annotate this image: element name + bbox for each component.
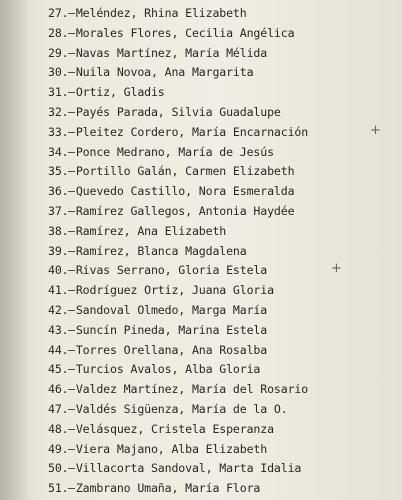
item-dash: — bbox=[68, 481, 75, 496]
item-name: Portillo Galán, Carmen Elizabeth bbox=[75, 164, 295, 179]
item-name: Ramírez, Blanca Magdalena bbox=[75, 243, 247, 258]
item-dash: — bbox=[68, 401, 75, 416]
list-item bbox=[48, 182, 398, 202]
item-dash: — bbox=[68, 461, 75, 476]
item-dash: — bbox=[68, 441, 75, 456]
item-number: 30. bbox=[48, 65, 69, 80]
item-name: Payés Parada, Silvia Guadalupe bbox=[75, 104, 281, 119]
list-item bbox=[48, 202, 398, 222]
item-dash: — bbox=[68, 104, 75, 119]
list-item bbox=[48, 24, 398, 44]
item-dash: — bbox=[68, 283, 75, 298]
page-shadow bbox=[0, 0, 30, 500]
item-name: Ortiz, Gladis bbox=[75, 85, 165, 100]
item-name: Ramírez, Ana Elizabeth bbox=[75, 223, 227, 238]
list-item bbox=[48, 341, 398, 361]
item-name: Nuila Novoa, Ana Margarita bbox=[75, 65, 254, 80]
item-number: 48. bbox=[48, 421, 69, 436]
list-item bbox=[48, 242, 398, 262]
item-number: 44. bbox=[48, 342, 69, 357]
item-dash: — bbox=[68, 223, 75, 238]
item-dash: — bbox=[68, 124, 75, 139]
handwritten-cross-mark: + bbox=[331, 261, 342, 277]
item-number: 28. bbox=[48, 25, 69, 40]
item-number: 45. bbox=[48, 362, 69, 377]
list-item bbox=[48, 380, 398, 400]
list-item bbox=[48, 281, 398, 301]
item-name: Meléndez, Rhina Elizabeth bbox=[75, 6, 247, 20]
list-item bbox=[48, 459, 398, 479]
item-number: 51. bbox=[48, 481, 69, 496]
list-item bbox=[48, 4, 398, 24]
item-name: Rodríguez Ortiz, Juana Gloria bbox=[75, 283, 274, 298]
item-dash: — bbox=[68, 302, 75, 317]
item-name: Viera Majano, Alba Elizabeth bbox=[75, 441, 268, 456]
item-number: 31. bbox=[48, 85, 69, 100]
item-name: Sandoval Olmedo, Marga María bbox=[75, 302, 268, 317]
item-dash: — bbox=[68, 362, 75, 377]
item-name: Suncín Pineda, Marina Estela bbox=[75, 322, 268, 337]
item-number: 41. bbox=[48, 283, 69, 298]
item-number: 32. bbox=[48, 104, 69, 119]
item-dash: — bbox=[68, 322, 75, 337]
item-name: Velásquez, Cristela Esperanza bbox=[75, 421, 274, 436]
item-dash: — bbox=[68, 263, 75, 278]
item-name: Quevedo Castillo, Nora Esmeralda bbox=[75, 184, 295, 199]
list-item bbox=[48, 123, 398, 143]
item-dash: — bbox=[68, 203, 75, 218]
item-name: Morales Flores, Cecilia Angélica bbox=[75, 25, 295, 40]
item-dash: — bbox=[68, 25, 75, 40]
list-item bbox=[48, 222, 398, 242]
item-number: 46. bbox=[48, 382, 69, 397]
item-name: Navas Martínez, María Mélida bbox=[75, 45, 268, 60]
list-item bbox=[48, 420, 398, 440]
list-item bbox=[48, 83, 398, 103]
item-name: Valdez Martínez, María del Rosario bbox=[75, 382, 309, 397]
item-number: 50. bbox=[48, 461, 69, 476]
item-dash: — bbox=[68, 342, 75, 357]
list-item bbox=[48, 400, 398, 420]
item-number: 38. bbox=[48, 223, 69, 238]
item-number: 42. bbox=[48, 302, 69, 317]
item-number: 27. bbox=[48, 6, 69, 20]
item-number: 33. bbox=[48, 124, 69, 139]
list-item bbox=[48, 143, 398, 163]
list-item bbox=[48, 479, 398, 499]
list-item bbox=[48, 162, 398, 182]
item-name: Villacorta Sandoval, Marta Idalia bbox=[75, 461, 302, 476]
name-list bbox=[48, 4, 398, 499]
list-item bbox=[48, 440, 398, 460]
list-item bbox=[48, 261, 398, 281]
list-item bbox=[48, 301, 398, 321]
item-name: Ponce Medrano, María de Jesús bbox=[75, 144, 274, 159]
item-name: Turcios Avalos, Alba Gloria bbox=[75, 362, 261, 377]
item-name: Zambrano Umaña, María Flora bbox=[75, 481, 261, 496]
item-name: Valdés Sigüenza, María de la O. bbox=[75, 401, 288, 416]
item-number: 37. bbox=[48, 203, 69, 218]
item-dash: — bbox=[68, 184, 75, 199]
item-name: Rivas Serrano, Gloria Estela bbox=[75, 263, 268, 278]
list-item bbox=[48, 103, 398, 123]
list-item bbox=[48, 44, 398, 64]
item-name: Pleitez Cordero, María Encarnación bbox=[75, 124, 309, 139]
item-number: 43. bbox=[48, 322, 69, 337]
item-number: 40. bbox=[48, 263, 69, 278]
item-number: 34. bbox=[48, 144, 69, 159]
item-number: 35. bbox=[48, 164, 69, 179]
item-number: 39. bbox=[48, 243, 69, 258]
item-dash: — bbox=[68, 382, 75, 397]
item-number: 36. bbox=[48, 184, 69, 199]
list-item bbox=[48, 63, 398, 83]
list-item bbox=[48, 360, 398, 380]
item-number: 49. bbox=[48, 441, 69, 456]
item-dash: — bbox=[68, 421, 75, 436]
item-dash: — bbox=[68, 85, 75, 100]
item-dash: — bbox=[68, 65, 75, 80]
item-dash: — bbox=[68, 6, 75, 20]
item-number: 29. bbox=[48, 45, 69, 60]
list-item bbox=[48, 321, 398, 341]
item-dash: — bbox=[68, 164, 75, 179]
item-number: 47. bbox=[48, 401, 69, 416]
item-dash: — bbox=[68, 45, 75, 60]
item-dash: — bbox=[68, 243, 75, 258]
item-name: Torres Orellana, Ana Rosalba bbox=[75, 342, 268, 357]
handwritten-cross-mark: + bbox=[370, 122, 381, 138]
item-dash: — bbox=[68, 144, 75, 159]
item-name: Ramírez Gallegos, Antonia Haydée bbox=[75, 203, 295, 218]
